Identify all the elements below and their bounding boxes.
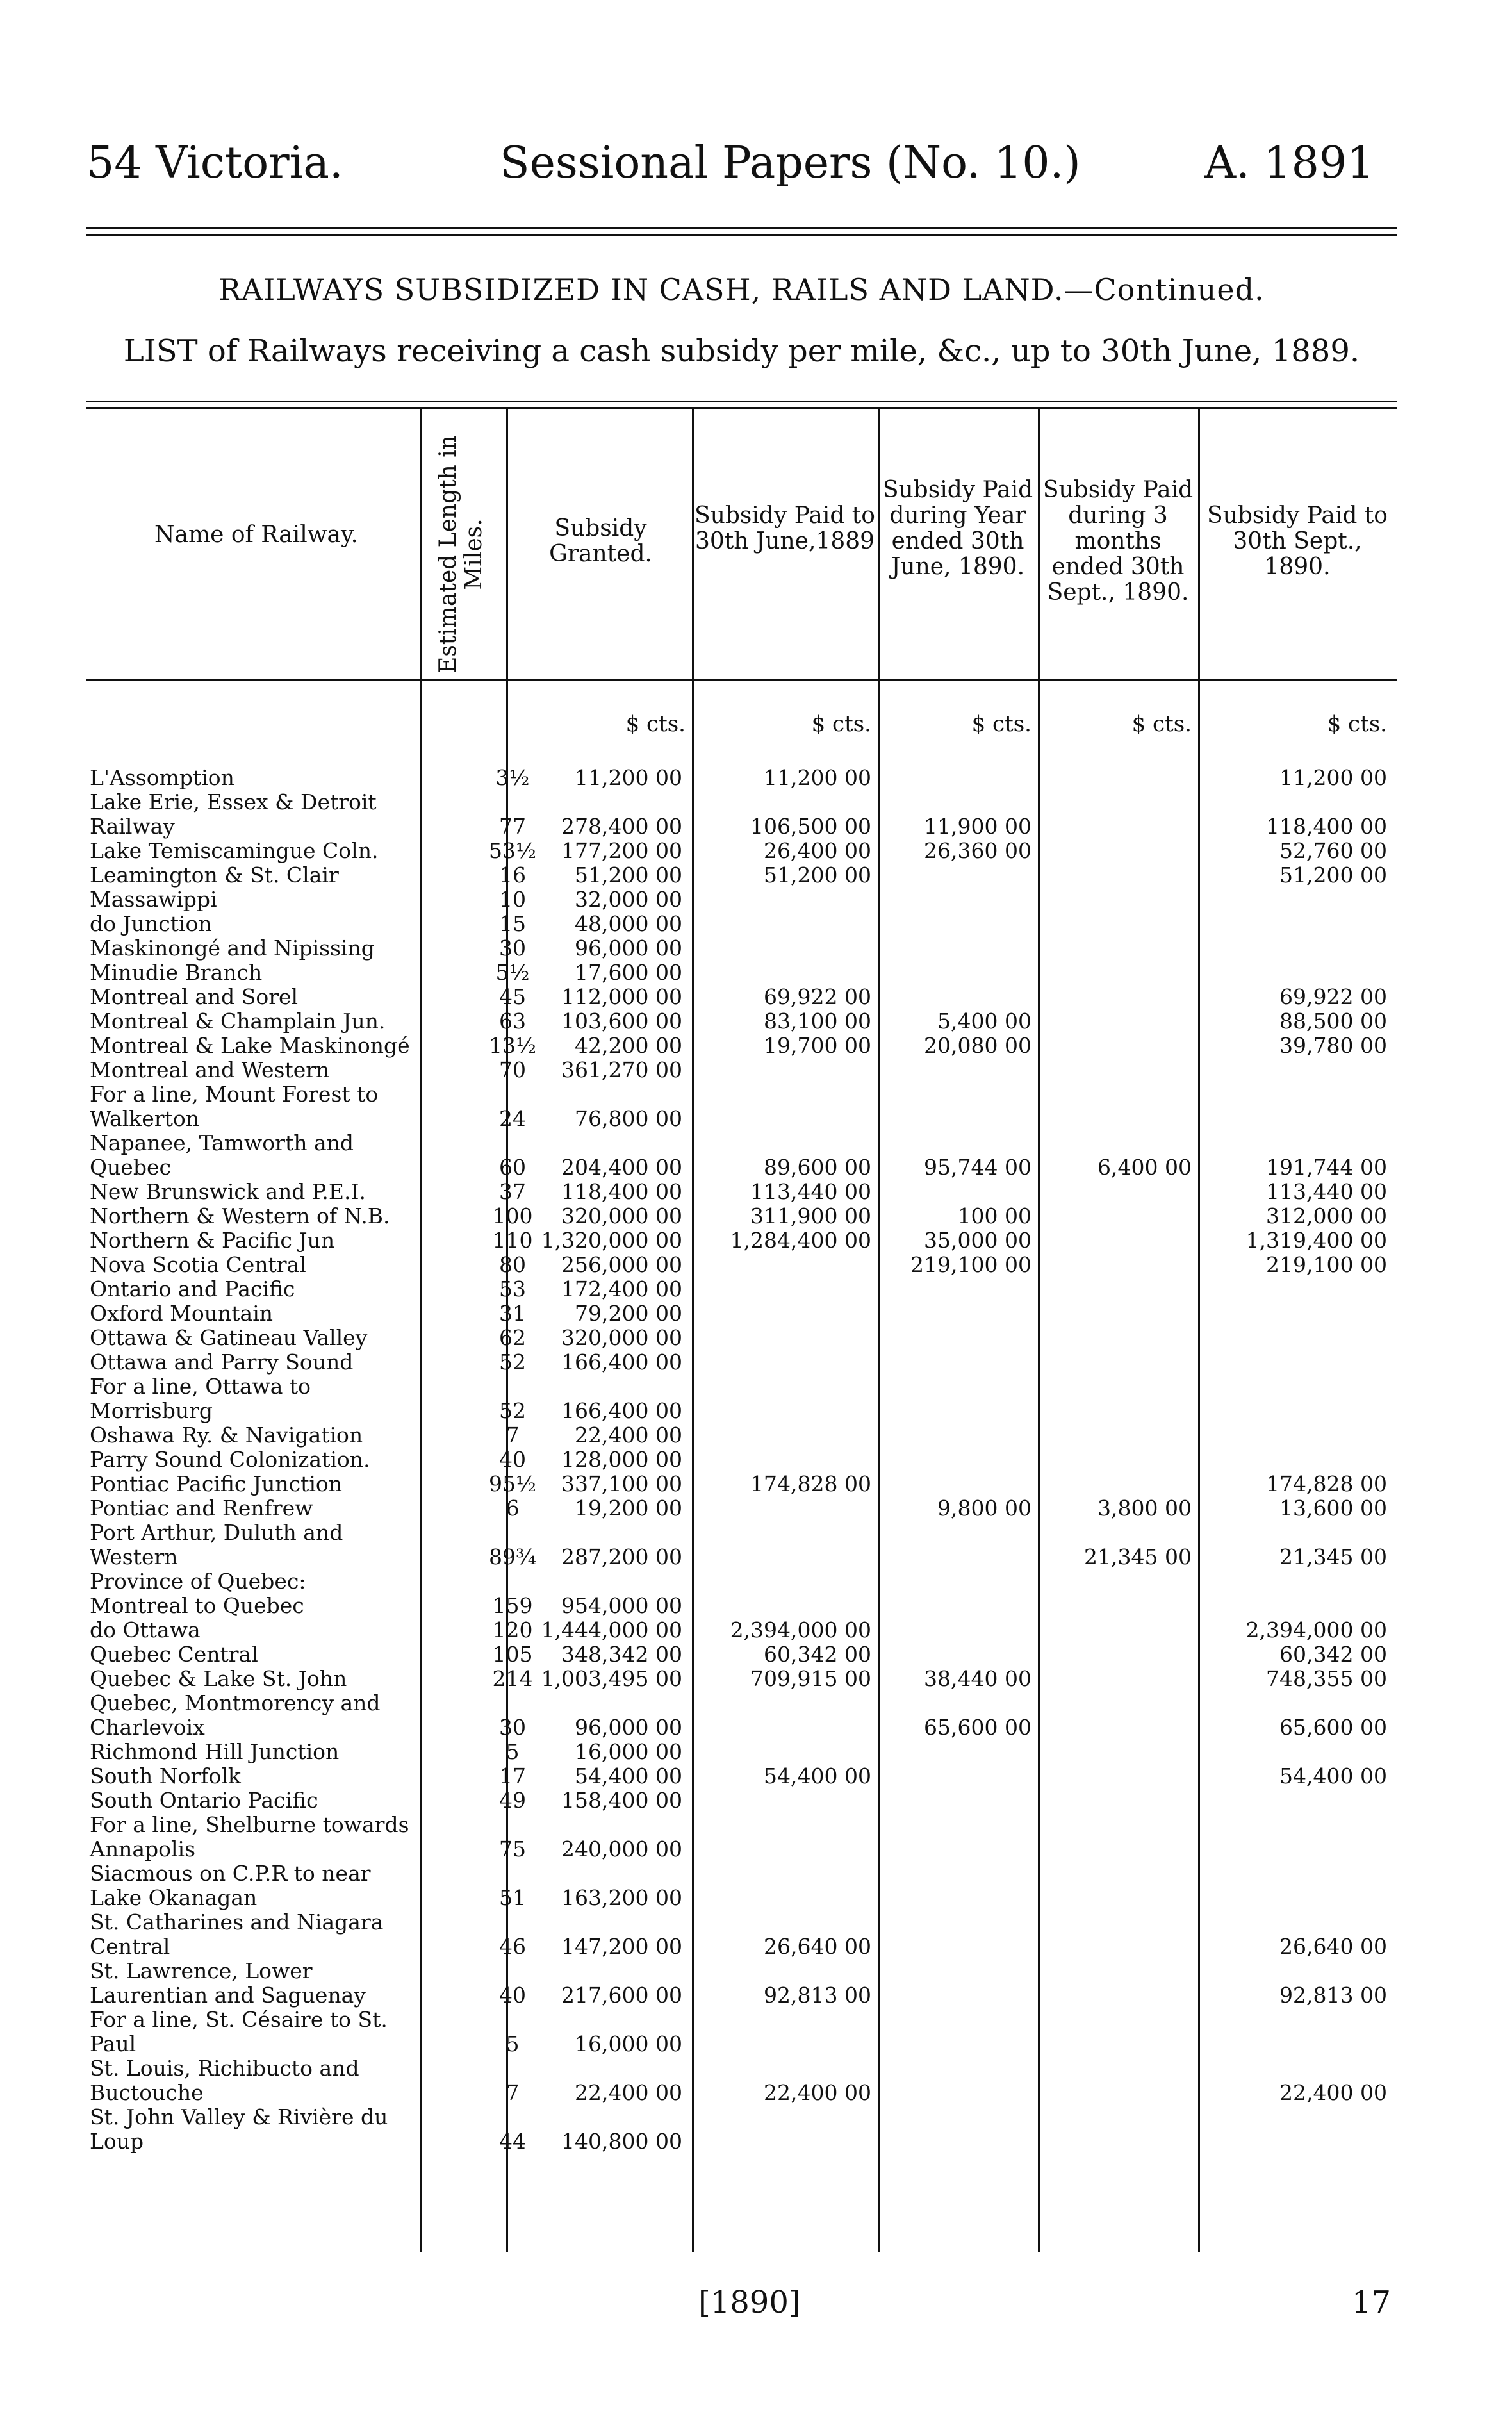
cell-psept: 312,000 00 — [1266, 1203, 1387, 1228]
cell-psept: 1,319,400 00 — [1245, 1228, 1387, 1253]
col-head-name: Name of Railway. — [154, 522, 358, 548]
cell-granted: 240,000 00 — [561, 1837, 682, 1862]
cell-name: do Ottawa — [90, 1617, 201, 1642]
cell-len: 105 — [492, 1642, 533, 1667]
cell-name: Siacmous on C.P.R to near Lake Okanagan — [90, 1861, 371, 1910]
cell-p1890: 219,100 00 — [910, 1252, 1031, 1277]
page-subtitle: LIST of Railways receiving a cash subsidy per mile, &c., up to 30th June, 1889. — [123, 333, 1360, 369]
cell-granted: 166,400 00 — [561, 1398, 682, 1423]
header-year: A. 1891 — [1204, 138, 1375, 188]
cell-len: 77 — [499, 814, 526, 839]
cell-name: New Brunswick and P.E.I. — [90, 1179, 366, 1204]
header-volume: 54 Victoria. — [86, 138, 343, 188]
cell-len: 45 — [499, 984, 526, 1009]
cell-len: 52 — [499, 1398, 526, 1423]
cell-len: 120 — [492, 1617, 533, 1642]
cell-len: 70 — [499, 1057, 526, 1082]
cell-name: Ottawa & Gatineau Valley — [90, 1325, 368, 1350]
cell-name: Province of Quebec: — [90, 1569, 306, 1594]
footer-page-code: [1890] — [698, 2284, 801, 2320]
cell-len: 51 — [499, 1885, 526, 1910]
cell-granted: 287,200 00 — [561, 1544, 682, 1569]
cell-p1890: 11,900 00 — [924, 814, 1031, 839]
cell-granted: 42,200 00 — [575, 1033, 682, 1058]
cell-psept: 65,600 00 — [1279, 1715, 1387, 1740]
cell-len: 53½ — [489, 838, 536, 863]
cell-p1889: 311,900 00 — [750, 1203, 871, 1228]
cell-name: St. Louis, Richibucto and Buctouche — [90, 2056, 359, 2105]
cell-psept: 26,640 00 — [1279, 1934, 1387, 1959]
cell-granted: 163,200 00 — [561, 1885, 682, 1910]
cell-p1890: 5,400 00 — [937, 1009, 1031, 1034]
cell-granted: 96,000 00 — [575, 1715, 682, 1740]
cell-len: 30 — [499, 936, 526, 961]
cell-len: 53 — [499, 1276, 526, 1301]
column-head-rule — [86, 679, 1397, 681]
cell-p1890: 9,800 00 — [937, 1496, 1031, 1521]
cell-p1889: 22,400 00 — [764, 2080, 871, 2105]
cell-granted: 337,100 00 — [561, 1471, 682, 1496]
col-head-length — [420, 410, 503, 673]
cell-name: Massawippi — [90, 887, 217, 912]
cell-name: Northern & Western of N.B. — [90, 1203, 390, 1228]
col-head-paid-year-1890: Subsidy Paid during Year ended 30th June, 1890. — [882, 477, 1033, 580]
cell-len: 40 — [499, 1447, 526, 1472]
cell-p1889: 51,200 00 — [764, 863, 871, 888]
cell-p1889: 26,640 00 — [764, 1934, 871, 1959]
cell-len: 80 — [499, 1252, 526, 1277]
cell-name: St. John Valley & Rivière du Loup — [90, 2104, 388, 2154]
cell-granted: 158,400 00 — [561, 1788, 682, 1813]
cell-name: Oxford Mountain — [90, 1301, 274, 1326]
cell-p1889: 54,400 00 — [764, 1763, 871, 1788]
cell-name: For a line, Ottawa to Morrisburg — [90, 1374, 311, 1423]
cell-granted: 11,200 00 — [575, 765, 682, 790]
cell-name: Minudie Branch — [90, 960, 263, 985]
cell-granted: 278,400 00 — [561, 814, 682, 839]
col-head-length-label: Estimated Length in Miles. — [435, 435, 487, 673]
cell-p1889: 19,700 00 — [764, 1033, 871, 1058]
cell-name: Maskinongé and Nipissing — [90, 936, 375, 961]
cell-len: 110 — [492, 1228, 533, 1253]
cell-p1890: 26,360 00 — [924, 838, 1031, 863]
cell-p3m: 21,345 00 — [1084, 1544, 1192, 1569]
cell-name: Oshawa Ry. & Navigation — [90, 1423, 363, 1448]
cell-granted: 19,200 00 — [575, 1496, 682, 1521]
cell-psept: 11,200 00 — [1279, 765, 1387, 790]
cell-psept: 60,342 00 — [1279, 1642, 1387, 1667]
cell-granted: 1,444,000 00 — [541, 1617, 682, 1642]
currency-paid-3-months: $ cts. — [1131, 711, 1192, 737]
cell-name: Lake Erie, Essex & Detroit Railway — [90, 789, 377, 839]
cell-p1889: 1,284,400 00 — [730, 1228, 871, 1253]
cell-granted: 140,800 00 — [561, 2129, 682, 2154]
cell-name: Montreal and Sorel — [90, 984, 299, 1009]
cell-granted: 348,342 00 — [561, 1642, 682, 1667]
cell-psept: 54,400 00 — [1279, 1763, 1387, 1788]
cell-len: 5½ — [495, 960, 530, 985]
cell-granted: 79,200 00 — [575, 1301, 682, 1326]
cell-name: For a line, Mount Forest to Walkerton — [90, 1082, 379, 1131]
cell-granted: 128,000 00 — [561, 1447, 682, 1472]
cell-granted: 361,270 00 — [561, 1057, 682, 1082]
cell-len: 16 — [499, 863, 526, 888]
cell-name: Pontiac and Renfrew — [90, 1496, 313, 1521]
cell-name: Quebec Central — [90, 1642, 258, 1667]
cell-len: 15 — [499, 911, 526, 936]
cell-granted: 22,400 00 — [575, 2080, 682, 2105]
cell-granted: 204,400 00 — [561, 1155, 682, 1180]
cell-name: Pontiac Pacific Junction — [90, 1471, 343, 1496]
cell-psept: 51,200 00 — [1279, 863, 1387, 888]
cell-p1889: 11,200 00 — [764, 765, 871, 790]
cell-psept: 13,600 00 — [1279, 1496, 1387, 1521]
cell-psept: 118,400 00 — [1266, 814, 1387, 839]
cell-p1889: 709,915 00 — [750, 1666, 871, 1691]
cell-len: 214 — [492, 1666, 533, 1691]
cell-name: Richmond Hill Junction — [90, 1739, 340, 1764]
col-head-paid-3-months: Subsidy Paid during 3 months ended 30th Sept., 1890. — [1042, 477, 1194, 606]
cell-p1889: 69,922 00 — [764, 984, 871, 1009]
cell-name: For a line, St. Césaire to St. Paul — [90, 2007, 388, 2056]
cell-len: 75 — [499, 1837, 526, 1862]
cell-granted: 954,000 00 — [561, 1593, 682, 1618]
cell-psept: 22,400 00 — [1279, 2080, 1387, 2105]
cell-psept: 52,760 00 — [1279, 838, 1387, 863]
cell-psept: 174,828 00 — [1266, 1471, 1387, 1496]
cell-len: 89¾ — [489, 1544, 536, 1569]
cell-granted: 16,000 00 — [575, 2031, 682, 2056]
cell-name: Quebec & Lake St. John — [90, 1666, 347, 1691]
cell-granted: 54,400 00 — [575, 1763, 682, 1788]
cell-psept: 92,813 00 — [1279, 1983, 1387, 2008]
cell-p3m: 3,800 00 — [1097, 1496, 1192, 1521]
cell-p1889: 60,342 00 — [764, 1642, 871, 1667]
cell-name: Lake Temiscamingue Coln. — [90, 838, 379, 863]
cell-len: 100 — [492, 1203, 533, 1228]
cell-granted: 112,000 00 — [561, 984, 682, 1009]
col-divider-3 — [692, 407, 694, 2252]
cell-name: do Junction — [90, 911, 212, 936]
cell-p1889: 26,400 00 — [764, 838, 871, 863]
cell-name: For a line, Shelburne towards Annapolis — [90, 1812, 409, 1862]
cell-p1889: 174,828 00 — [750, 1471, 871, 1496]
cell-name: Northern & Pacific Jun — [90, 1228, 335, 1253]
header-sessional-papers: Sessional Papers (No. 10.) — [500, 138, 1081, 188]
cell-granted: 320,000 00 — [561, 1325, 682, 1350]
cell-psept: 2,394,000 00 — [1245, 1617, 1387, 1642]
cell-p1889: 89,600 00 — [764, 1155, 871, 1180]
cell-len: 52 — [499, 1350, 526, 1375]
cell-granted: 103,600 00 — [561, 1009, 682, 1034]
cell-len: 37 — [499, 1179, 526, 1204]
cell-psept: 21,345 00 — [1279, 1544, 1387, 1569]
page-title: RAILWAYS SUBSIDIZED IN CASH, RAILS AND LAND.—Continued. — [218, 272, 1265, 307]
cell-p1890: 20,080 00 — [924, 1033, 1031, 1058]
col-divider-4 — [878, 407, 880, 2252]
cell-len: 31 — [499, 1301, 526, 1326]
cell-granted: 48,000 00 — [575, 911, 682, 936]
cell-name: Montreal & Champlain Jun. — [90, 1009, 386, 1034]
cell-name: Nova Scotia Central — [90, 1252, 306, 1277]
cell-len: 63 — [499, 1009, 526, 1034]
table-rule-top-2 — [86, 407, 1397, 409]
cell-p1889: 83,100 00 — [764, 1009, 871, 1034]
col-divider-5 — [1038, 407, 1040, 2252]
cell-p1890: 38,440 00 — [924, 1666, 1031, 1691]
cell-psept: 69,922 00 — [1279, 984, 1387, 1009]
cell-name: L'Assomption — [90, 765, 234, 790]
cell-len: 3½ — [495, 765, 530, 790]
cell-len: 46 — [499, 1934, 526, 1959]
cell-granted: 1,003,495 00 — [541, 1666, 682, 1691]
cell-granted: 256,000 00 — [561, 1252, 682, 1277]
cell-granted: 51,200 00 — [575, 863, 682, 888]
footer-page-number: 17 — [1352, 2284, 1392, 2320]
cell-p1890: 100 00 — [957, 1203, 1031, 1228]
cell-p1889: 92,813 00 — [764, 1983, 871, 2008]
col-divider-6 — [1198, 407, 1200, 2252]
cell-psept: 219,100 00 — [1266, 1252, 1387, 1277]
cell-len: 24 — [499, 1106, 526, 1131]
cell-name: Quebec, Montmorency and Charlevoix — [90, 1690, 381, 1740]
cell-granted: 96,000 00 — [575, 936, 682, 961]
cell-name: St. Catharines and Niagara Central — [90, 1910, 384, 1959]
cell-psept: 88,500 00 — [1279, 1009, 1387, 1034]
header-rule-top — [86, 227, 1397, 229]
cell-len: 5 — [505, 1739, 520, 1764]
cell-p1890: 35,000 00 — [924, 1228, 1031, 1253]
cell-len: 7 — [505, 2080, 520, 2105]
cell-len: 13½ — [489, 1033, 536, 1058]
cell-psept: 191,744 00 — [1266, 1155, 1387, 1180]
cell-name: Parry Sound Colonization. — [90, 1447, 370, 1472]
cell-len: 159 — [492, 1593, 533, 1618]
cell-granted: 166,400 00 — [561, 1350, 682, 1375]
cell-granted: 16,000 00 — [575, 1739, 682, 1764]
cell-granted: 17,600 00 — [575, 960, 682, 985]
currency-paid-year-1890: $ cts. — [971, 711, 1031, 737]
cell-len: 30 — [499, 1715, 526, 1740]
cell-granted: 177,200 00 — [561, 838, 682, 863]
cell-len: 49 — [499, 1788, 526, 1813]
cell-name: Ontario and Pacific — [90, 1276, 295, 1301]
cell-len: 17 — [499, 1763, 526, 1788]
cell-name: Montreal & Lake Maskinongé — [90, 1033, 410, 1058]
cell-granted: 76,800 00 — [575, 1106, 682, 1131]
cell-name: South Norfolk — [90, 1763, 241, 1788]
cell-len: 95½ — [489, 1471, 536, 1496]
cell-name: St. Lawrence, Lower Laurentian and Saguenay — [90, 1958, 366, 2008]
cell-granted: 147,200 00 — [561, 1934, 682, 1959]
cell-len: 7 — [505, 1423, 520, 1448]
cell-len: 6 — [505, 1496, 520, 1521]
cell-p1889: 113,440 00 — [750, 1179, 871, 1204]
cell-granted: 118,400 00 — [561, 1179, 682, 1204]
col-head-granted: Subsidy Granted. — [549, 515, 652, 567]
cell-name: Leamington & St. Clair — [90, 863, 339, 888]
currency-paid-1889: $ cts. — [811, 711, 871, 737]
cell-psept: 113,440 00 — [1266, 1179, 1387, 1204]
cell-granted: 1,320,000 00 — [541, 1228, 682, 1253]
cell-p3m: 6,400 00 — [1097, 1155, 1192, 1180]
cell-name: Montreal to Quebec — [90, 1593, 304, 1618]
cell-p1890: 95,744 00 — [924, 1155, 1031, 1180]
cell-name: Port Arthur, Duluth and Western — [90, 1520, 343, 1569]
cell-len: 62 — [499, 1325, 526, 1350]
cell-p1890: 65,600 00 — [924, 1715, 1031, 1740]
cell-granted: 22,400 00 — [575, 1423, 682, 1448]
currency-granted: $ cts. — [625, 711, 686, 737]
cell-name: Napanee, Tamworth and Quebec — [90, 1130, 354, 1180]
cell-psept: 748,355 00 — [1266, 1666, 1387, 1691]
cell-len: 5 — [505, 2031, 520, 2056]
cell-granted: 172,400 00 — [561, 1276, 682, 1301]
cell-psept: 39,780 00 — [1279, 1033, 1387, 1058]
cell-len: 10 — [499, 887, 526, 912]
cell-granted: 320,000 00 — [561, 1203, 682, 1228]
cell-granted: 32,000 00 — [575, 887, 682, 912]
cell-name: Ottawa and Parry Sound — [90, 1350, 354, 1375]
cell-name: Montreal and Western — [90, 1057, 330, 1082]
cell-p1889: 106,500 00 — [750, 814, 871, 839]
currency-paid-sept-1890: $ cts. — [1327, 711, 1387, 737]
cell-len: 44 — [499, 2129, 526, 2154]
col-head-paid-sept-1890: Subsidy Paid to 30th Sept., 1890. — [1207, 502, 1388, 580]
cell-len: 40 — [499, 1983, 526, 2008]
table-rule-top — [86, 401, 1397, 402]
cell-len: 60 — [499, 1155, 526, 1180]
header-rule-bottom — [86, 234, 1397, 236]
col-head-paid-1889: Subsidy Paid to 30th June,1889 — [694, 502, 875, 554]
cell-name: South Ontario Pacific — [90, 1788, 318, 1813]
cell-granted: 217,600 00 — [561, 1983, 682, 2008]
cell-p1889: 2,394,000 00 — [730, 1617, 871, 1642]
